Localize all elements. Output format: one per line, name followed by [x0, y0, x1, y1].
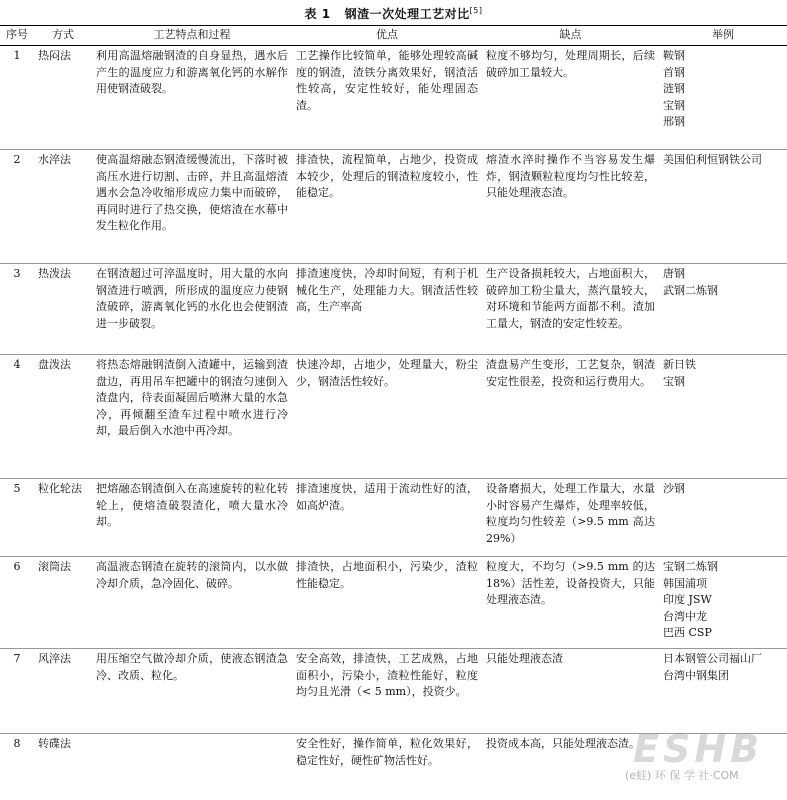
header-pros: 优点 — [292, 26, 482, 46]
cell-method: 滚筒法 — [34, 557, 92, 649]
example-item: 印度 JSW — [663, 593, 712, 607]
cell-method: 风淬法 — [34, 649, 92, 734]
table-row — [0, 150, 787, 264]
table-row — [0, 479, 787, 557]
cell-process — [92, 734, 292, 800]
cell-no: 2 — [0, 150, 34, 264]
cell-cons: 渣盘易产生变形，工艺复杂，钢渣安定性很差，投资和运行费用大。 — [482, 355, 659, 479]
header-process: 工艺特点和过程 — [92, 26, 292, 46]
cell-examples — [659, 355, 787, 479]
cell-examples — [659, 264, 787, 355]
table-header-row — [0, 26, 787, 46]
table-row — [0, 46, 787, 150]
caption-label: 表 1 — [304, 7, 331, 21]
example-item: 宝钢 — [663, 98, 685, 112]
example-item: 鞍钢 — [663, 49, 685, 62]
cell-pros: 排渣速度快，适用于流动性好的渣，如高炉渣。 — [292, 479, 482, 557]
example-item: 沙钢 — [663, 482, 685, 495]
cell-pros: 快速冷却，占地少，处理量大，粉尘少，钢渣活性较好。 — [292, 355, 482, 479]
cell-cons: 投资成本高，只能处理液态渣。 — [486, 737, 640, 750]
example-item: 首钢 — [663, 65, 685, 79]
header-method: 方式 — [34, 26, 92, 46]
cell-pros: 排渣快，流程简单，占地少，投资成本较少，处理后的钢渣粒度较小，性能稳定。 — [292, 150, 482, 264]
cell-process: 把熔融态钢渣倒入在高速旋转的粒化转轮上，使熔渣破裂渣化，喷大量水冷却。 — [92, 479, 292, 557]
cell-method: 盘泼法 — [34, 355, 92, 479]
cell-examples — [659, 734, 787, 800]
cell-pros: 排渣速度快，冷却时间短，有利于机械化生产，处理能力大。钢渣活性较高，生产率高 — [292, 264, 482, 355]
caption-title: 钢渣一次处理工艺对比 — [344, 7, 470, 21]
cell-cons: 粒度不够均匀，处理周期长，后续破碎加工量较大。 — [482, 46, 659, 150]
table-row — [0, 557, 787, 649]
header-examples: 举例 — [659, 26, 787, 46]
cell-process: 高温液态钢渣在旋转的滚筒内，以水做冷却介质，急冷固化、破碎。 — [92, 557, 292, 649]
table-row — [0, 264, 787, 355]
example-item: 涟钢 — [663, 82, 685, 96]
example-item: 巴西 CSP — [663, 626, 712, 640]
cell-examples — [659, 46, 787, 150]
example-item: 宝钢二炼钢 — [663, 560, 718, 573]
cell-process: 用压缩空气做冷却介质，使液态钢渣急冷、改质、粒化。 — [92, 649, 292, 734]
example-item: 邢钢 — [663, 115, 685, 129]
caption-reference: [5] — [469, 6, 483, 15]
cell-method: 水淬法 — [34, 150, 92, 264]
cell-pros: 安全高效，排渣快，工艺成熟，占地面积小，污染小，渣粒性能好，粒度均匀且光滑（< 5 mm），投资少。 — [292, 649, 482, 734]
example-item: 日本钢管公司福山厂 — [663, 652, 762, 665]
example-item: 唐钢 — [663, 267, 685, 280]
cell-pros: 安全性好，操作简单，粒化效果好，稳定性好，硬性矿物活性好。 — [296, 737, 478, 767]
cell-process: 使高温熔融态钢渣缓慢流出，下落时被高压水进行切割、击碎，并且高温熔渣遇水会急冷收缩形成应力集中而破碎，再同时进行了热交换，使熔渣在水幕中发生粒化作用。 — [92, 150, 292, 264]
table-row — [0, 355, 787, 479]
cell-method: 粒化轮法 — [34, 479, 92, 557]
example-item: 武钢二炼钢 — [663, 283, 718, 297]
table-caption — [0, 5, 787, 22]
watermark-logo: ESHB — [633, 727, 764, 771]
example-item: 台湾中钢集团 — [663, 668, 729, 682]
cell-examples — [659, 649, 787, 734]
cell-method: 转碟法 — [38, 737, 71, 750]
cell-cons: 熔渣水淬时操作不当容易发生爆炸，钢渣颗粒粒度均匀性比较差，只能处理液态渣。 — [482, 150, 659, 264]
example-item: 新日铁 — [663, 358, 696, 371]
cell-process: 利用高温熔融钢渣的自身显热，遇水后产生的温度应力和游离氧化钙的水解作用使钢渣破裂。 — [92, 46, 292, 150]
cell-pros: 排渣快，占地面积小，污染少，渣粒性能稳定。 — [292, 557, 482, 649]
cell-no: 8 — [13, 737, 21, 750]
cell-method: 热泼法 — [34, 264, 92, 355]
cell-process: 在钢渣超过可淬温度时，用大量的水向钢渣进行喷洒，所形成的温度应力使钢渣破碎，游离氧化钙的水化也会使钢渣进一步破裂。 — [92, 264, 292, 355]
example-item: 韩国浦项 — [663, 576, 707, 590]
table-row — [0, 649, 787, 734]
example-item: 宝钢 — [663, 374, 685, 388]
example-item: 美国伯利恒钢铁公司 — [663, 153, 762, 166]
cell-no: 4 — [0, 355, 34, 479]
cell-no: 5 — [0, 479, 34, 557]
cell-pros: 工艺操作比较简单，能够处理较高碱度的钢渣，渣铁分离效果好，钢渣活性较高，安定性较好，能处理固态渣。 — [292, 46, 482, 150]
cell-cons: 生产设备损耗较大，占地面积大，破碎加工粉尘量大，蒸汽量较大，对环境和节能两方面都不利。渣加工量大，钢渣的安定性较差。 — [482, 264, 659, 355]
cell-cons: 设备磨损大，处理工作量大，水量小时容易产生爆炸，处理率较低，粒度均匀性较差（>9.5 mm 高达 29%） — [482, 479, 659, 557]
cell-examples — [659, 150, 787, 264]
header-no: 序号 — [0, 26, 34, 46]
watermark-text: (e蛙) 环 保 学 社·COM — [625, 769, 739, 782]
cell-process: 将热态熔融钢渣倒入渣罐中，运输到渣盘边，再用吊车把罐中的钢渣匀速倒入渣盘内，待表面凝固后喷淋大量的水急冷，再倾翻至渣车过程中喷水进行冷却，最后倒入水池中再冷却。 — [92, 355, 292, 479]
cell-examples — [659, 557, 787, 649]
cell-no: 3 — [0, 264, 34, 355]
table-row — [0, 734, 787, 800]
process-comparison-table — [0, 25, 787, 800]
example-item: 台湾中龙 — [663, 609, 707, 623]
header-cons: 缺点 — [482, 26, 659, 46]
cell-cons: 只能处理液态渣 — [482, 649, 659, 734]
cell-no: 6 — [0, 557, 34, 649]
cell-cons: 粒度大，不均匀（>9.5 mm 的达 18%）活性差，设备投资大，只能处理液态渣。 — [482, 557, 659, 649]
cell-no: 1 — [0, 46, 34, 150]
cell-no: 7 — [0, 649, 34, 734]
cell-method: 热闷法 — [34, 46, 92, 150]
cell-examples — [659, 479, 787, 557]
